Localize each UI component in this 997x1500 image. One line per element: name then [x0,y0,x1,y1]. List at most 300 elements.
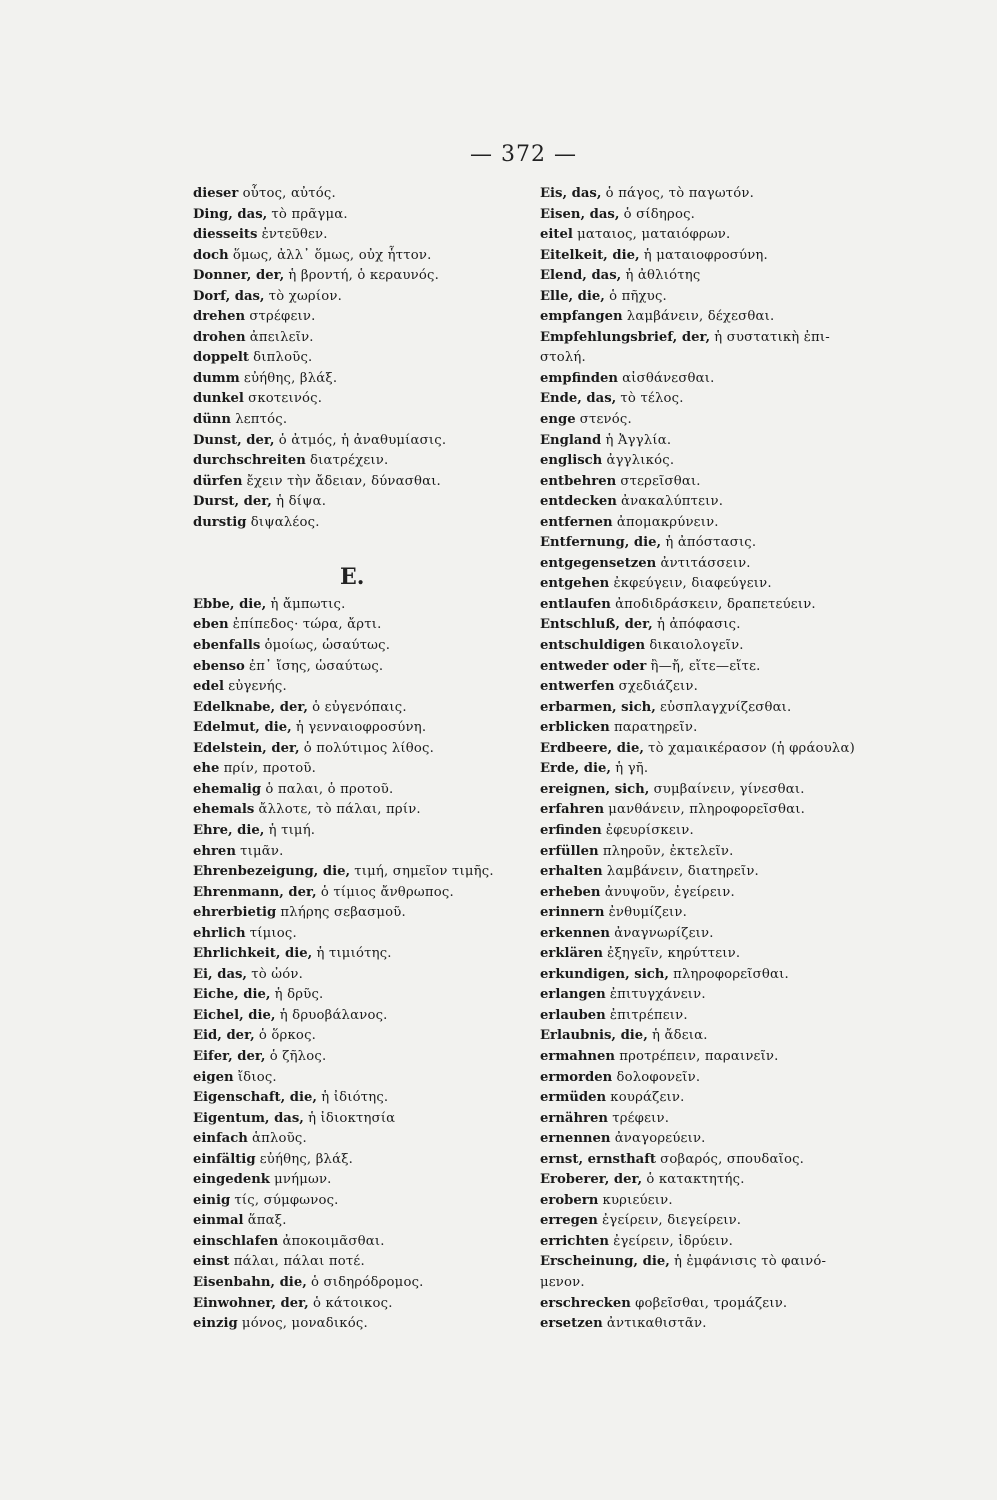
entry-headword: edel [193,679,225,695]
entry-headword: ernähren [540,1110,608,1126]
entry-headword: entfernen [540,514,613,530]
entry-translation: ἡ τιμιότης. [316,946,392,962]
entry-headword: eigen [193,1069,234,1085]
entry-translation: ἡ ἀθλιότης [625,268,701,284]
entry-translation: προτρέπειν, παραινεῖν. [619,1048,779,1064]
entry-headword: ermahnen [540,1048,615,1064]
entry-headword: einschlafen [193,1233,279,1249]
entry-translation: εὐήθης, βλάξ. [243,370,338,386]
entry-headword: einzig [193,1316,238,1332]
entry-translation: λαμβάνειν, δέχεσθαι. [626,309,775,325]
dictionary-entry [540,328,940,349]
dictionary-entry [193,883,523,904]
entry-headword: erhalten [540,864,603,880]
entry-headword: Entschluß, der, [540,617,653,633]
entry-headword: einfach [193,1131,248,1147]
entry-translation: ὁ σιδηρόδρομος. [311,1274,424,1290]
entry-translation: ἡ βροντή, ὁ κεραυνός. [288,268,439,284]
section-gap [193,533,523,554]
dictionary-entry [540,1150,940,1171]
entry-headword: Edelstein, der, [193,740,300,756]
entry-translation: πλήρης σεβασμοῦ. [280,905,406,921]
entry-headword: erregen [540,1213,598,1229]
entry-headword: Eis, das, [540,186,602,201]
entry-translation: ἡ ἰδιότης. [321,1090,389,1106]
entry-translation: εὐσπλαγχνίζεσθαι. [660,699,792,715]
dictionary-entry [193,821,523,842]
entry-headword: Eiche, die, [193,987,271,1003]
dictionary-entry [193,451,523,472]
entry-translation: πληροφορεῖσθαι. [673,966,789,982]
dictionary-entry [193,1191,523,1212]
entry-headword: Erde, die, [540,761,612,777]
entry-translation: ἴδιος. [237,1069,277,1085]
dictionary-entry [193,924,523,945]
dictionary-entry [540,348,940,369]
dictionary-entry [193,1068,523,1089]
entry-translation: ἐντεῦθεν. [261,227,328,243]
entry-headword: ehemals [193,802,255,818]
dictionary-entry [540,1191,940,1212]
entry-translation: στρέφειν. [249,309,316,325]
dictionary-entry [193,1232,523,1253]
entry-headword: englisch [540,453,603,469]
entry-translation: τὸ ὠόν. [251,966,303,982]
dictionary-entry [193,369,523,390]
entry-translation: ἡ ἄμπωτις. [270,596,346,612]
dictionary-entry [540,842,940,863]
entry-headword: dürfen [193,473,243,489]
entry-headword: empfangen [540,309,623,325]
dictionary-entry [193,657,523,678]
entry-translation: δικαιολογεῖν. [649,638,744,654]
entry-translation: ἡ ματαιοφροσύνη. [643,247,768,263]
dictionary-entry [540,800,940,821]
entry-headword: erbarmen, sich, [540,699,656,715]
entry-translation: ὁ πάγος, τὸ παγωτόν. [605,186,755,201]
entry-translation: ἐπιτυγχάνειν. [609,987,706,1003]
entry-translation: ἢ—ἤ, εἴτε—εἴτε. [650,658,761,674]
entry-translation: ἡ δρυοβάλανος. [279,1007,388,1023]
dictionary-entry [193,431,523,452]
entry-headword: empfinden [540,370,618,386]
dictionary-entry [193,965,523,986]
dictionary-entry [193,739,523,760]
entry-headword: Ebbe, die, [193,596,267,612]
dictionary-entry [540,615,940,636]
dictionary-entry [540,472,940,493]
entry-headword: Eigenschaft, die, [193,1090,318,1106]
entry-headword: ernst, ernsthaft [540,1151,656,1167]
entry-translation: στολή. [540,350,586,366]
dictionary-entry [540,1252,940,1273]
entry-translation: ἅπαξ. [247,1213,287,1229]
dictionary-entry [193,759,523,780]
entry-headword: erheben [540,884,601,900]
dictionary-entry [193,184,523,205]
dictionary-entry [193,985,523,1006]
dictionary-entry [540,1068,940,1089]
entry-headword: dieser [193,186,239,201]
entry-headword: Dunst, der, [193,432,275,448]
entry-headword: Erdbeere, die, [540,740,644,756]
dictionary-entry [540,574,940,595]
dictionary-entry [540,1211,940,1232]
dictionary-entry [193,287,523,308]
entry-headword: erkennen [540,925,611,941]
entry-translation: ἡ γενναιοφροσύνη. [295,720,427,736]
entry-translation: παρατηρεῖν. [613,720,698,736]
entry-headword: ehrlich [193,925,246,941]
dictionary-entry [193,615,523,636]
entry-headword: entlaufen [540,596,611,612]
dictionary-entry [193,1088,523,1109]
entry-translation: πάλαι, πάλαι ποτέ. [233,1254,365,1270]
entry-translation: ὁ κάτοικος. [312,1295,393,1311]
entry-headword: Ei, das, [193,966,248,982]
entry-headword: ermorden [540,1069,613,1085]
entry-headword: Einwohner, der, [193,1295,309,1311]
dictionary-entry [193,1252,523,1273]
entry-translation: τιμή, σημεῖον τιμῆς. [354,864,494,880]
entry-translation: σκοτεινός. [248,391,323,407]
dictionary-entry [540,513,940,534]
dictionary-entry [193,1006,523,1027]
entry-translation: ἐνθυμίζειν. [608,905,688,921]
entry-translation: ὁ παλαι, ὁ προτοῦ. [265,781,394,797]
entry-translation: ὁμοίως, ὡσαύτως. [264,638,391,654]
entry-headword: errichten [540,1233,609,1249]
entry-translation: σχεδιάζειν. [618,679,699,695]
entry-translation: ὁ κατακτητής. [646,1172,745,1188]
entry-translation: ἀναγνωρίζειν. [614,925,714,941]
entry-translation: ἀνακαλύπτειν. [621,494,724,510]
entry-headword: eben [193,617,229,633]
entry-headword: Edelknabe, der, [193,699,308,715]
dictionary-entry [193,595,523,616]
dictionary-entry [540,1088,940,1109]
dictionary-entry [540,410,940,431]
entry-headword: eingedenk [193,1172,270,1188]
dictionary-entry [193,1150,523,1171]
entry-headword: erkundigen, sich, [540,966,669,982]
entry-headword: erobern [540,1192,599,1208]
entry-translation: ὁ τίμιος ἄνθρωπος. [320,884,454,900]
entry-translation: τὸ τέλος. [620,391,684,407]
entry-headword: Ehre, die, [193,822,265,838]
entry-translation: ἀντικαθιστᾶν. [606,1316,707,1332]
entry-headword: Erlaubnis, die, [540,1028,648,1044]
section-letter: E. [340,564,365,590]
entry-translation: κυριεύειν. [602,1192,673,1208]
dictionary-entry [193,1294,523,1315]
entry-headword: einfältig [193,1151,256,1167]
dictionary-entry [193,328,523,349]
entry-headword: ehe [193,761,220,777]
entry-headword: Entfernung, die, [540,535,662,551]
entry-headword: ersetzen [540,1316,603,1332]
dictionary-entry [540,821,940,842]
entry-translation: ὁ εὐγενόπαις. [312,699,407,715]
entry-headword: erlauben [540,1007,606,1023]
entry-headword: Ende, das, [540,391,617,407]
entry-translation: συμβαίνειν, γίνεσθαι. [653,781,805,797]
entry-headword: Eigentum, das, [193,1110,304,1126]
entry-translation: ἔχειν τὴν ἄδειαν, δύνασθαι. [246,473,441,489]
entry-translation: ἐπίπεδος· τώρα, ἄρτι. [232,617,382,633]
entry-translation: ἐπ᾽ ἴσης, ὡσαύτως. [249,658,384,674]
entry-translation: ὁ σίδηρος. [623,206,696,222]
entry-translation: ὁ ἀτμός, ἡ ἀναθυμίασις. [278,432,447,448]
entry-translation: φοβεῖσθαι, τρομάζειν. [635,1295,788,1311]
entry-headword: Edelmut, die, [193,720,292,736]
entry-translation: ἡ ἰδιοκτησία [308,1110,396,1126]
entry-headword: Ehrenmann, der, [193,884,317,900]
entry-headword: Durst, der, [193,494,272,510]
dictionary-entry [540,307,940,328]
entry-headword: ehrerbietig [193,905,277,921]
entry-headword: erfüllen [540,843,599,859]
dictionary-entry [193,903,523,924]
entry-translation: ἐκφεύγειν, διαφεύγειν. [613,576,772,592]
entry-headword: drohen [193,329,246,345]
dictionary-entry [540,1026,940,1047]
entry-headword: ehren [193,843,236,859]
entry-translation: ἡ γῆ. [615,761,649,777]
dictionary-entry [193,205,523,226]
entry-translation: εὐγενής. [228,679,287,695]
entry-headword: entdecken [540,494,617,510]
entry-headword: Ehrlichkeit, die, [193,946,313,962]
entry-headword: Ehrenbezeigung, die, [193,864,351,880]
dictionary-entry [193,513,523,534]
entry-translation: ἡ ἀπόστασις. [665,535,757,551]
dictionary-entry [540,965,940,986]
entry-translation: ἀντιτάσσειν. [660,555,751,571]
entry-translation: εὐήθης, βλάξ. [259,1151,354,1167]
entry-headword: durchschreiten [193,453,306,469]
entry-headword: Dorf, das, [193,288,265,304]
entry-headword: ebenso [193,658,245,674]
entry-translation: τὸ πρᾶγμα. [271,206,348,222]
entry-headword: Eisen, das, [540,206,620,222]
entry-translation: κουράζειν. [610,1090,685,1106]
entry-headword: ehemalig [193,781,262,797]
dictionary-entry [540,1314,940,1335]
entry-headword: ereignen, sich, [540,781,650,797]
entry-headword: erklären [540,946,603,962]
entry-translation: ὅμως, ἀλλ᾽ ὅμως, οὐχ ἧττον. [232,247,432,263]
entry-translation: μνήμων. [274,1172,332,1188]
entry-headword: Eisenbahn, die, [193,1274,307,1290]
dictionary-entry [540,246,940,267]
entry-translation: τὸ χωρίον. [268,288,342,304]
entry-translation: ἐγείρειν, ἱδρύειν. [613,1233,733,1249]
entry-headword: Eid, der, [193,1028,255,1044]
dictionary-entry [540,636,940,657]
entry-translation: στερεῖσθαι. [620,473,701,489]
dictionary-entry [540,985,940,1006]
dictionary-entry [193,1314,523,1335]
entry-translation: ἡ δίψα. [276,494,327,510]
dictionary-entry [540,554,940,575]
entry-translation: ἡ συστατικὴ ἐπι- [714,329,830,345]
entry-headword: erschrecken [540,1295,631,1311]
entry-translation: ἐξηγεῖν, κηρύττειν. [607,946,741,962]
entry-translation: ἡ ἐμφάνισις τὸ φαινό- [674,1254,827,1270]
dictionary-entry [193,266,523,287]
entry-headword: eitel [540,227,573,243]
dictionary-entry [193,862,523,883]
entry-headword: Eroberer, der, [540,1172,643,1188]
dictionary-entry [540,698,940,719]
entry-translation: ἡ ἀπόφασις. [656,617,741,633]
entry-translation: τίς, σύμφωνος. [234,1192,339,1208]
entry-headword: doch [193,247,229,263]
entry-headword: entbehren [540,473,617,489]
entry-headword: entschuldigen [540,638,646,654]
entry-headword: erlangen [540,987,606,1003]
dictionary-entry [193,780,523,801]
entry-headword: enge [540,412,576,428]
dictionary-entry [540,184,940,205]
entry-translation: ὁ πολύτιμος λίθος. [303,740,435,756]
dictionary-entry [540,1129,940,1150]
entry-translation: ματαιος, ματαιόφρων. [577,227,731,243]
page-number: — 372 — [470,142,577,167]
entry-headword: erblicken [540,720,610,736]
dictionary-entry [540,677,940,698]
entry-headword: drehen [193,309,246,325]
entry-headword: Eitelkeit, die, [540,247,640,263]
dictionary-entry [540,903,940,924]
entry-headword: entgehen [540,576,610,592]
entry-translation: πρίν, προτοῦ. [223,761,316,777]
entry-headword: entgegensetzen [540,555,657,571]
entry-translation: μανθάνειν, πληροφορεῖσθαι. [608,802,805,818]
dictionary-entry [540,205,940,226]
entry-translation: ὁ πῆχυς. [609,288,667,304]
entry-translation: ἐγείρειν, διεγείρειν. [602,1213,742,1229]
entry-translation: μόνος, μοναδικός. [241,1316,368,1332]
dictionary-entry [193,1129,523,1150]
entry-translation: ὁ ζῆλος. [269,1048,327,1064]
dictionary-entry [193,1211,523,1232]
dictionary-entry [540,492,940,513]
entry-headword: durstig [193,514,247,530]
entry-headword: ernennen [540,1131,611,1147]
dictionary-entry [193,1047,523,1068]
dictionary-entry [540,780,940,801]
dictionary-entry [540,1294,940,1315]
dictionary-entry [193,677,523,698]
dictionary-entry [540,1232,940,1253]
dictionary-entry [193,1109,523,1130]
dictionary-entry [193,718,523,739]
dictionary-entry [193,842,523,863]
dictionary-entry [193,472,523,493]
entry-headword: dünn [193,412,231,428]
entry-headword: einig [193,1192,231,1208]
entry-translation: λαμβάνειν, διατηρεῖν. [606,864,759,880]
dictionary-entry [540,369,940,390]
entry-headword: ebenfalls [193,638,261,654]
entry-translation: οὗτος, αὐτός. [242,186,336,201]
dictionary-entry [193,348,523,369]
entry-headword: erfinden [540,822,602,838]
entry-translation: ὁ ὅρκος. [258,1028,317,1044]
dictionary-entry [540,718,940,739]
dictionary-entry [540,225,940,246]
dictionary-entry [193,800,523,821]
entry-translation: τιμᾶν. [240,843,284,859]
dictionary-entry [193,1273,523,1294]
entry-headword: Empfehlungsbrief, der, [540,329,711,345]
entry-headword: Erscheinung, die, [540,1254,670,1270]
entry-translation: ἐφευρίσκειν. [605,822,694,838]
dictionary-entry [193,225,523,246]
entry-translation: ἁπλοῦς. [252,1131,307,1147]
dictionary-entry [540,883,940,904]
dictionary-entry [540,759,940,780]
dictionary-entry [540,431,940,452]
entry-headword: dumm [193,370,240,386]
dictionary-entry [540,1047,940,1068]
dictionary-entry [540,595,940,616]
dictionary-entry [540,287,940,308]
dictionary-entry [540,1109,940,1130]
entry-headword: Elle, die, [540,288,605,304]
entry-translation: τὸ χαμαικέρασον (ἡ φράουλα) [648,740,855,756]
dictionary-entry [540,389,940,410]
entry-translation: ἡ τιμή. [268,822,316,838]
left-column [193,184,523,1335]
dictionary-entry [540,862,940,883]
dictionary-entry [193,698,523,719]
entry-translation: διπλοῦς. [253,350,313,366]
entry-translation: ἀπειλεῖν. [249,329,314,345]
dictionary-entry [540,1170,940,1191]
entry-translation: ἐπιτρέπειν. [609,1007,688,1023]
entry-headword: Ding, das, [193,206,268,222]
entry-headword: Eichel, die, [193,1007,276,1023]
entry-translation: διψαλέος. [250,514,320,530]
entry-translation: δολοφονεῖν. [616,1069,701,1085]
entry-translation: πληροῦν, ἐκτελεῖν. [602,843,734,859]
entry-translation: ἄλλοτε, τὸ πάλαι, πρίν. [258,802,421,818]
entry-translation: αἰσθάνεσθαι. [622,370,715,386]
entry-headword: Eifer, der, [193,1048,266,1064]
dictionary-entry [193,1026,523,1047]
entry-headword: einmal [193,1213,244,1229]
dictionary-entry [540,451,940,472]
entry-headword: entweder oder [540,658,647,674]
entry-translation: σοβαρός, σπουδαῖος. [660,1151,805,1167]
entry-translation: λεπτός. [235,412,288,428]
entry-translation: τίμιος. [249,925,297,941]
entry-translation: ἀναγορεύειν. [614,1131,706,1147]
dictionary-entry [193,389,523,410]
right-column [540,184,940,1335]
entry-headword: Donner, der, [193,268,285,284]
dictionary-entry [540,739,940,760]
dictionary-entry [193,492,523,513]
dictionary-entry [193,307,523,328]
entry-headword: ermüden [540,1090,607,1106]
dictionary-entry [540,944,940,965]
entry-translation: στενός. [579,412,632,428]
dictionary-entry [540,1006,940,1027]
